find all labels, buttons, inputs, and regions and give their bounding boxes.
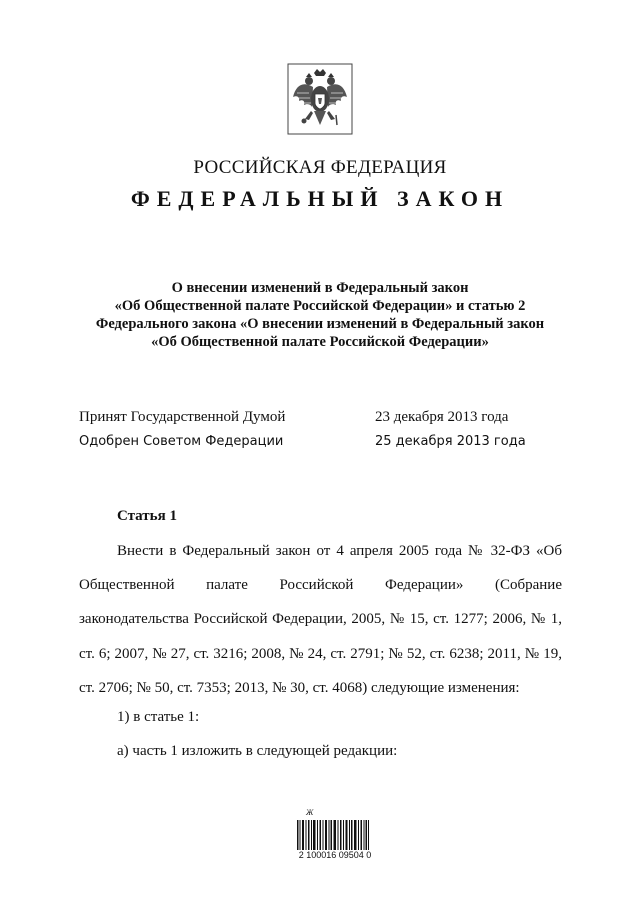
barcode-icon [297,820,369,850]
law-title-line: О внесении изменений в Федеральный закон [171,280,469,296]
council-approval-date: 25 декабря 2013 года [375,434,526,449]
barcode-number: 2 100016 09504 0 [298,850,372,860]
barcode-mark: Ж [306,808,314,817]
council-approval-label: Одобрен Советом Федерации [79,434,284,449]
duma-adoption-date: 23 декабря 2013 года [375,409,509,425]
barcode [289,808,375,860]
document-type: ФЕДЕРАЛЬНЫЙ ЗАКОН [130,186,510,211]
duma-adoption-label: Принят Государственной Думой [79,409,286,425]
coat-of-arms-icon [287,63,353,135]
article-heading: Статья 1 [117,508,177,524]
law-title-line: «Об Общественной палате Российской Федерации» и статью 2 [114,298,526,314]
article-item-1a: а) часть 1 изложить в следующей редакции: [117,743,398,759]
law-title [60,279,580,351]
article-body: Внести в Федеральный закон от 4 апреля 2005 года № 32-ФЗ «Об Общественной палате Российской Федерации» (Собрание законодательства Российской Федерации, 2005, № 15, ст. 1277; 2006, № 1, ст. 6; 2007, № 27, ст. 3216; 2008, № 24, ст. 2791; № 52, ст. 6238; 2011, № 19, ст. 2706; № 50, ст. 7353; 2013, № 30, ст. 4068) следующие изменения: [79,543,562,696]
law-title-line: «Об Общественной палате Российской Федерации» [151,334,489,350]
article-item-1: 1) в статье 1: [117,709,200,725]
law-title-line: Федерального закона «О внесении изменений в Федеральный закон [95,316,545,332]
country-name: РОССИЙСКАЯ ФЕДЕРАЦИЯ [193,157,447,178]
